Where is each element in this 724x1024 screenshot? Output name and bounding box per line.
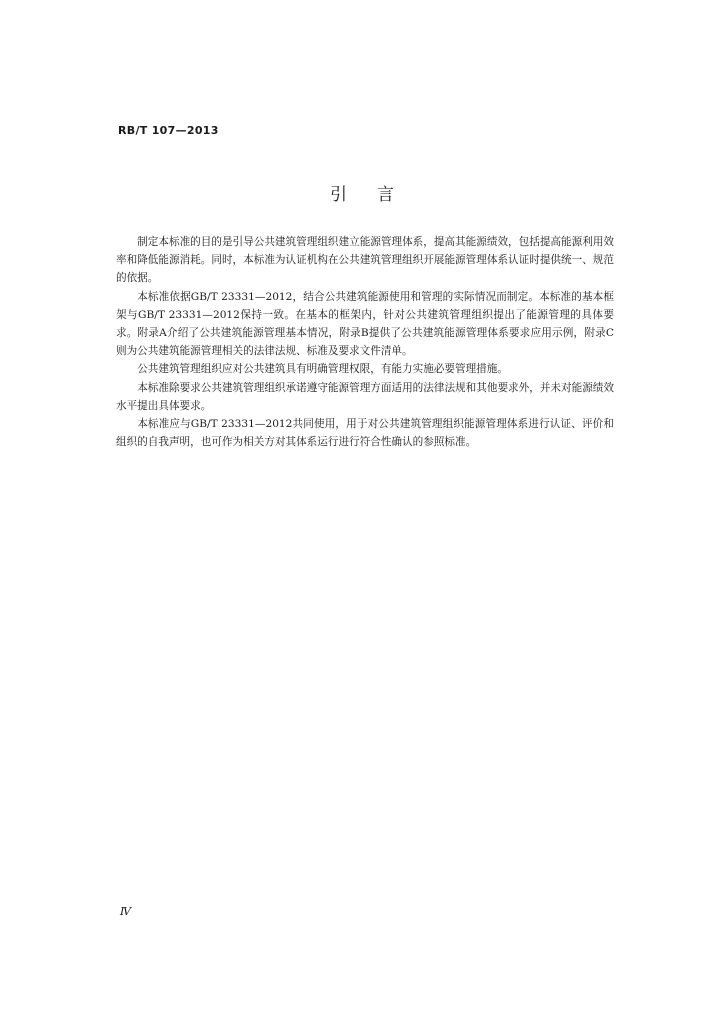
paragraph-basis: 本标准依据GB/T 23331—2012，结合公共建筑能源使用和管理的实际情况而制定。本标准的基本框架与GB/T 23331—2012保持一致。在基本的框架内，针对公共建筑管理组织提出了能源管理的具体要求。附录A介绍了公共建筑能源管理基本情况，附录B提供了公共建筑能源管理体系要求应用示例，附录C则为公共建筑能源管理相关的法律法规、标准及要求文件清单。 bbox=[116, 290, 614, 358]
paragraph-requirements: 本标准除要求公共建筑管理组织承诺遵守能源管理方面适用的法律法规和其他要求外，并未对能源绩效水平提出具体要求。 bbox=[116, 381, 614, 412]
section-title: 引言 bbox=[330, 185, 424, 205]
paragraph-authority: 公共建筑管理组织应对公共建筑具有明确管理权限，有能力实施必要管理措施。 bbox=[137, 363, 508, 376]
paragraph-usage: 本标准应与GB/T 23331—2012共同使用，用于对公共建筑管理组织能源管理体系进行认证、评价和组织的自我声明，也可作为相关方对其体系运行进行符合性确认的参照标准。 bbox=[116, 418, 614, 449]
paragraph-purpose: 制定本标准的目的是引导公共建筑管理组织建立能源管理体系，提高其能源绩效，包括提高能源利用效率和降低能源消耗。同时，本标准为认证机构在公共建筑管理组织开展能源管理体系认证时提供统一、规范的依据。 bbox=[116, 236, 614, 285]
introduction-body bbox=[116, 233, 614, 451]
page-number: Ⅳ bbox=[120, 906, 131, 918]
document-code: RB/T 107—2013 bbox=[118, 124, 219, 137]
